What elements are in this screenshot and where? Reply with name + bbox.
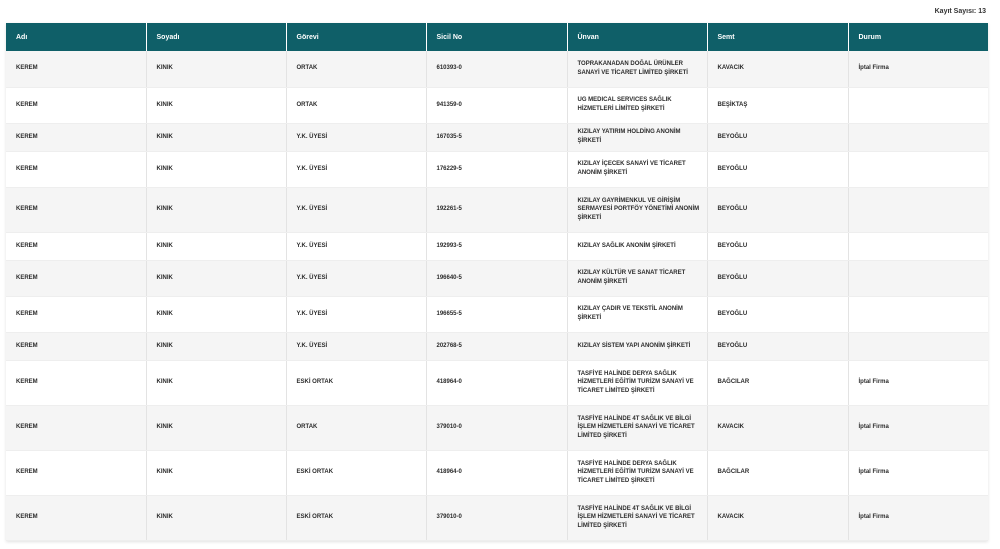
cell-unvan: KIZILAY SAĞLIK ANONİM ŞİRKETİ: [567, 232, 707, 260]
cell-semt: KAVACIK: [707, 51, 848, 87]
cell-durum: İptal Firma: [848, 360, 988, 405]
cell-semt: BEŞİKTAŞ: [707, 87, 848, 123]
cell-sicil-no: 610393-0: [426, 51, 567, 87]
cell-durum: İptal Firma: [848, 51, 988, 87]
table-header-row: [6, 23, 988, 51]
cell-gorevi: Y.K. ÜYESİ: [286, 232, 426, 260]
cell-unvan: KIZILAY İÇECEK SANAYİ VE TİCARET ANONİM ŞİRKETİ: [567, 151, 707, 187]
cell-soyadi: KINIK: [146, 87, 286, 123]
cell-gorevi: Y.K. ÜYESİ: [286, 151, 426, 187]
cell-gorevi: Y.K. ÜYESİ: [286, 123, 426, 151]
column-header-durum[interactable]: Durum: [848, 23, 988, 51]
cell-semt: KAVACIK: [707, 495, 848, 540]
cell-durum: [848, 87, 988, 123]
cell-adi: KEREM: [6, 260, 146, 296]
cell-durum: [848, 232, 988, 260]
cell-durum: [848, 151, 988, 187]
cell-soyadi: KINIK: [146, 405, 286, 450]
column-header-unvan[interactable]: Ünvan: [567, 23, 707, 51]
cell-sicil-no: 941359-0: [426, 87, 567, 123]
cell-sicil-no: 379010-0: [426, 405, 567, 450]
cell-unvan: KIZILAY ÇADIR VE TEKSTİL ANONİM ŞİRKETİ: [567, 296, 707, 332]
table-row[interactable]: [6, 151, 988, 187]
cell-sicil-no: 196640-5: [426, 260, 567, 296]
cell-sicil-no: 196655-5: [426, 296, 567, 332]
cell-soyadi: KINIK: [146, 51, 286, 87]
table-row[interactable]: [6, 296, 988, 332]
cell-gorevi: Y.K. ÜYESİ: [286, 187, 426, 232]
cell-durum: [848, 296, 988, 332]
table-row[interactable]: [6, 51, 988, 87]
cell-sicil-no: 418964-0: [426, 450, 567, 495]
column-header-soyadi[interactable]: Soyadı: [146, 23, 286, 51]
cell-soyadi: KINIK: [146, 187, 286, 232]
cell-sicil-no: 379010-0: [426, 495, 567, 540]
cell-unvan: UG MEDICAL SERVICES SAĞLIK HİZMETLERİ LİMİTED ŞİRKETİ: [567, 87, 707, 123]
cell-soyadi: KINIK: [146, 232, 286, 260]
cell-unvan: TASFİYE HALİNDE DERYA SAĞLIK HİZMETLERİ EĞİTİM TURİZM SANAYİ VE TİCARET LİMİTED ŞİRKETİ: [567, 360, 707, 405]
cell-adi: KEREM: [6, 87, 146, 123]
table-row[interactable]: [6, 450, 988, 495]
cell-soyadi: KINIK: [146, 260, 286, 296]
cell-durum: İptal Firma: [848, 405, 988, 450]
cell-unvan: TASFİYE HALİNDE DERYA SAĞLIK HİZMETLERİ EĞİTİM TURİZM SANAYİ VE TİCARET LİMİTED ŞİRKETİ: [567, 450, 707, 495]
cell-durum: [848, 260, 988, 296]
cell-adi: KEREM: [6, 332, 146, 360]
cell-unvan: KIZILAY YATIRIM HOLDİNG ANONİM ŞİRKETİ: [567, 123, 707, 151]
cell-sicil-no: 192993-5: [426, 232, 567, 260]
cell-adi: KEREM: [6, 296, 146, 332]
cell-durum: [848, 123, 988, 151]
cell-durum: İptal Firma: [848, 450, 988, 495]
cell-gorevi: ORTAK: [286, 405, 426, 450]
cell-sicil-no: 418964-0: [426, 360, 567, 405]
column-header-adi[interactable]: Adı: [6, 23, 146, 51]
cell-soyadi: KINIK: [146, 495, 286, 540]
column-header-gorevi[interactable]: Görevi: [286, 23, 426, 51]
table-row[interactable]: [6, 332, 988, 360]
cell-semt: BEYOĞLU: [707, 260, 848, 296]
cell-gorevi: ORTAK: [286, 51, 426, 87]
cell-sicil-no: 167035-5: [426, 123, 567, 151]
cell-adi: KEREM: [6, 151, 146, 187]
cell-gorevi: Y.K. ÜYESİ: [286, 260, 426, 296]
table-row[interactable]: [6, 495, 988, 540]
table-body: [6, 51, 988, 540]
cell-unvan: TOPRAKANADAN DOĞAL ÜRÜNLER SANAYİ VE TİCARET LİMİTED ŞİRKETİ: [567, 51, 707, 87]
table-row[interactable]: [6, 87, 988, 123]
cell-adi: KEREM: [6, 232, 146, 260]
cell-adi: KEREM: [6, 495, 146, 540]
cell-gorevi: Y.K. ÜYESİ: [286, 332, 426, 360]
table-row[interactable]: [6, 260, 988, 296]
cell-soyadi: KINIK: [146, 332, 286, 360]
cell-semt: BEYOĞLU: [707, 332, 848, 360]
cell-unvan: KIZILAY KÜLTÜR VE SANAT TİCARET ANONİM ŞİRKETİ: [567, 260, 707, 296]
cell-gorevi: ESKİ ORTAK: [286, 495, 426, 540]
table-row[interactable]: [6, 360, 988, 405]
cell-unvan: TASFİYE HALİNDE 4T SAĞLIK VE BİLGİ İŞLEM HİZMETLERİ SANAYİ VE TİCARET LİMİTED ŞİRKETİ: [567, 405, 707, 450]
cell-semt: BEYOĞLU: [707, 232, 848, 260]
cell-semt: BAĞCILAR: [707, 360, 848, 405]
column-header-semt[interactable]: Semt: [707, 23, 848, 51]
cell-durum: [848, 187, 988, 232]
cell-adi: KEREM: [6, 450, 146, 495]
cell-adi: KEREM: [6, 360, 146, 405]
cell-sicil-no: 202768-5: [426, 332, 567, 360]
cell-soyadi: KINIK: [146, 151, 286, 187]
record-count: Kayıt Sayısı: 13: [934, 8, 986, 15]
cell-soyadi: KINIK: [146, 450, 286, 495]
cell-unvan: KIZILAY GAYRİMENKUL VE GİRİŞİM SERMAYESİ PORTFÖY YÖNETİMİ ANONİM ŞİRKETİ: [567, 187, 707, 232]
table-row[interactable]: [6, 123, 988, 151]
cell-durum: [848, 332, 988, 360]
cell-semt: KAVACIK: [707, 405, 848, 450]
results-table: [6, 23, 988, 541]
cell-gorevi: ESKİ ORTAK: [286, 360, 426, 405]
cell-gorevi: ESKİ ORTAK: [286, 450, 426, 495]
table-row[interactable]: [6, 232, 988, 260]
cell-semt: BEYOĞLU: [707, 123, 848, 151]
cell-semt: BAĞCILAR: [707, 450, 848, 495]
table-row[interactable]: [6, 405, 988, 450]
cell-gorevi: ORTAK: [286, 87, 426, 123]
cell-unvan: TASFİYE HALİNDE 4T SAĞLIK VE BİLGİ İŞLEM HİZMETLERİ SANAYİ VE TİCARET LİMİTED ŞİRKETİ: [567, 495, 707, 540]
cell-soyadi: KINIK: [146, 360, 286, 405]
cell-adi: KEREM: [6, 123, 146, 151]
cell-gorevi: Y.K. ÜYESİ: [286, 296, 426, 332]
cell-adi: KEREM: [6, 187, 146, 232]
cell-adi: KEREM: [6, 51, 146, 87]
cell-durum: İptal Firma: [848, 495, 988, 540]
cell-semt: BEYOĞLU: [707, 151, 848, 187]
cell-soyadi: KINIK: [146, 296, 286, 332]
cell-sicil-no: 176229-5: [426, 151, 567, 187]
cell-unvan: KIZILAY SİSTEM YAPI ANONİM ŞİRKETİ: [567, 332, 707, 360]
cell-soyadi: KINIK: [146, 123, 286, 151]
table-row[interactable]: [6, 187, 988, 232]
cell-semt: BEYOĞLU: [707, 187, 848, 232]
cell-sicil-no: 192261-5: [426, 187, 567, 232]
column-header-sicil-no[interactable]: Sicil No: [426, 23, 567, 51]
cell-adi: KEREM: [6, 405, 146, 450]
cell-semt: BEYOĞLU: [707, 296, 848, 332]
